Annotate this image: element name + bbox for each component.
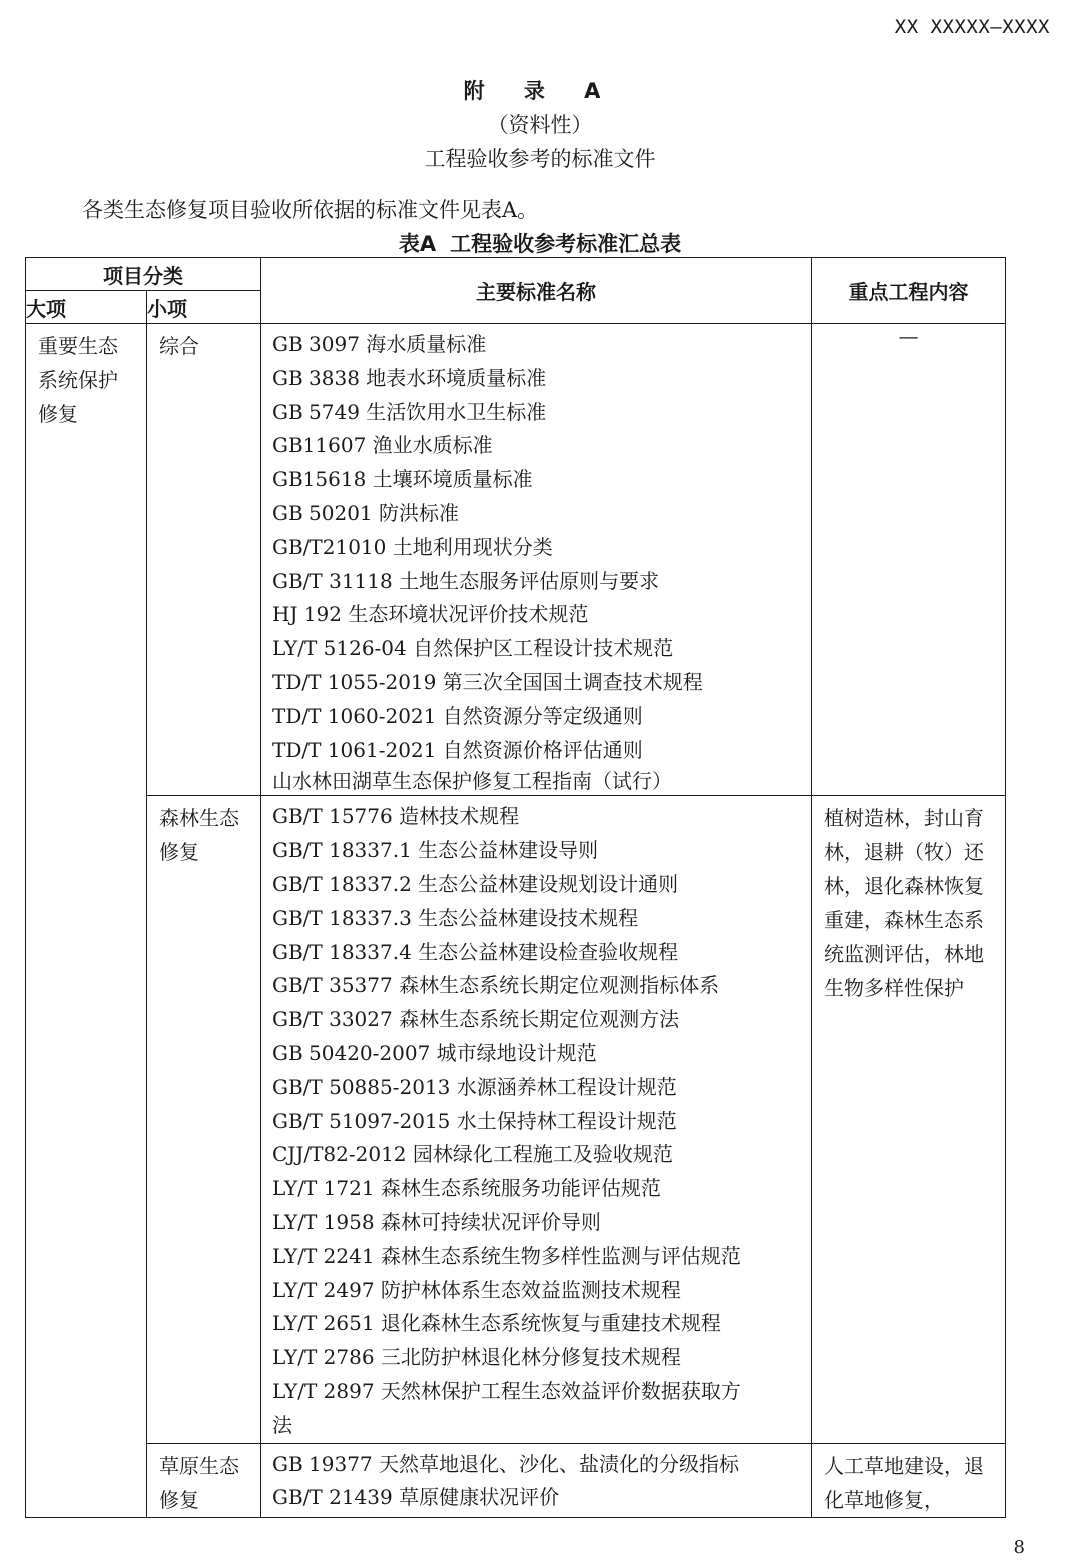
standard-item: GB/T 18337.2 生态公益林建设规划设计通则	[272, 871, 679, 896]
minor-item-label: 综合	[159, 334, 199, 358]
table-caption-label: 表A	[398, 232, 437, 256]
table-caption	[0, 228, 1080, 258]
standard-item: GB 3097 海水质量标准	[272, 332, 487, 356]
standard-item: GB/T 18337.1 生态公益林建设导则	[272, 838, 599, 863]
minor-item-cell	[147, 1443, 261, 1517]
standards-list	[261, 796, 811, 1442]
standard-item: GB/T 35377 森林生态系统长期定位观测指标体系	[272, 973, 720, 998]
standard-item: LY/T 1721 森林生态系统服务功能评估规范	[272, 1176, 661, 1201]
standard-item: GB/T 50885-2013 水源涵养林工程设计规范	[272, 1074, 677, 1099]
key-content-text: 植树造林，封山育林，退耕（牧）还林，退化森林恢复重建，森林生态系统监测评估，林地生物多样性保护	[824, 806, 984, 1001]
header-minor: 小项	[147, 291, 261, 324]
intro-paragraph: 各类生态修复项目验收所依据的标准文件见表A。	[82, 198, 539, 222]
standard-item: GB 3838 地表水环境质量标准	[272, 365, 547, 390]
standard-item: 法	[272, 1412, 292, 1437]
standard-item: GB 19377 天然草地退化、沙化、盐渍化的分级指标	[272, 1451, 740, 1476]
appendix-subtitle: （资料性）	[487, 113, 593, 137]
standard-item: CJJ/T82-2012 园林绿化工程施工及验收规范	[272, 1142, 673, 1167]
standard-item: GB 5749 生活饮用水卫生标准	[272, 399, 547, 424]
standard-item: GB/T 33027 森林生态系统长期定位观测方法	[272, 1007, 680, 1032]
standard-item: GB 50201 防洪标准	[272, 500, 460, 525]
standard-item: LY/T 5126-04 自然保护区工程设计技术规范	[272, 636, 674, 661]
standard-item: GB/T 18337.3 生态公益林建设技术规程	[272, 905, 639, 930]
standard-item: LY/T 1958 森林可持续状况评价导则	[272, 1209, 601, 1234]
key-content-cell	[812, 796, 1006, 1443]
standard-item: LY/T 2241 森林生态系统生物多样性监测与评估规范	[272, 1243, 741, 1268]
header-major: 大项	[26, 291, 147, 324]
standard-item: GB/T 31118 土地生态服务评估原则与要求	[272, 568, 660, 593]
standard-item: LY/T 2651 退化森林生态系统恢复与重建技术规程	[272, 1311, 721, 1336]
standard-item: GB/T 51097-2015 水土保持林工程设计规范	[272, 1108, 677, 1133]
appendix-title: 附 录 A	[463, 79, 617, 103]
minor-item-label: 森林生态修复	[159, 806, 239, 865]
table-row	[26, 324, 1006, 796]
standard-item: GB15618 土壤环境质量标准	[272, 467, 533, 492]
standard-item: GB/T 15776 造林技术规程	[272, 804, 520, 829]
major-item-label: 重要生态系统保护修复	[38, 334, 118, 426]
standards-cell	[261, 324, 812, 796]
standards-cell	[261, 1443, 812, 1517]
appendix-name: 工程验收参考的标准文件	[424, 147, 656, 171]
standard-item: LY/T 2786 三北防护林退化林分修复技术规程	[272, 1345, 681, 1370]
standard-item: 山水林田湖草生态保护修复工程指南（试行）	[272, 769, 672, 794]
standard-item: LY/T 2497 防护林体系生态效益监测技术规程	[272, 1277, 681, 1302]
minor-item-cell	[147, 796, 261, 1443]
minor-item-label: 草原生态修复	[159, 1453, 239, 1512]
minor-item-cell	[147, 324, 261, 796]
page-number: 8	[1013, 1537, 1025, 1558]
standard-item: TD/T 1061-2021 自然资源价格评估通则	[272, 737, 643, 762]
standard-item: HJ 192 生态环境状况评价技术规范	[272, 602, 589, 627]
standard-item: TD/T 1055-2019 第三次全国国土调查技术规程	[272, 669, 703, 694]
empty-dash: —	[898, 324, 919, 348]
standard-item: GB/T 18337.4 生态公益林建设检查验收规程	[272, 939, 679, 964]
standards-cell	[261, 796, 812, 1443]
key-content-cell	[812, 1443, 1006, 1517]
standard-item: TD/T 1060-2021 自然资源分等定级通则	[272, 703, 643, 728]
key-content-cell	[812, 324, 1006, 796]
document-code: XX XXXXX—XXXX	[894, 16, 1050, 38]
standards-table	[25, 257, 1006, 1518]
table-row	[26, 1443, 1006, 1517]
standard-item: GB 50420-2007 城市绿地设计规范	[272, 1040, 597, 1065]
standard-item: GB11607 渔业水质标准	[272, 433, 493, 458]
key-content-text: 人工草地建设，退化草地修复，	[824, 1453, 984, 1512]
header-standards: 主要标准名称	[261, 258, 812, 324]
standards-list	[261, 1444, 811, 1516]
standard-item: GB/T21010 土地利用现状分类	[272, 534, 553, 559]
table-caption-title: 工程验收参考标准汇总表	[450, 232, 682, 256]
standards-list	[261, 324, 811, 795]
header-category: 项目分类	[26, 258, 261, 291]
major-item-cell	[26, 324, 147, 1518]
table-row	[26, 796, 1006, 1443]
standard-item: LY/T 2897 天然林保护工程生态效益评价数据获取方	[272, 1378, 741, 1403]
standard-item: GB/T 21439 草原健康状况评价	[272, 1485, 560, 1510]
header-key-content: 重点工程内容	[812, 258, 1006, 324]
